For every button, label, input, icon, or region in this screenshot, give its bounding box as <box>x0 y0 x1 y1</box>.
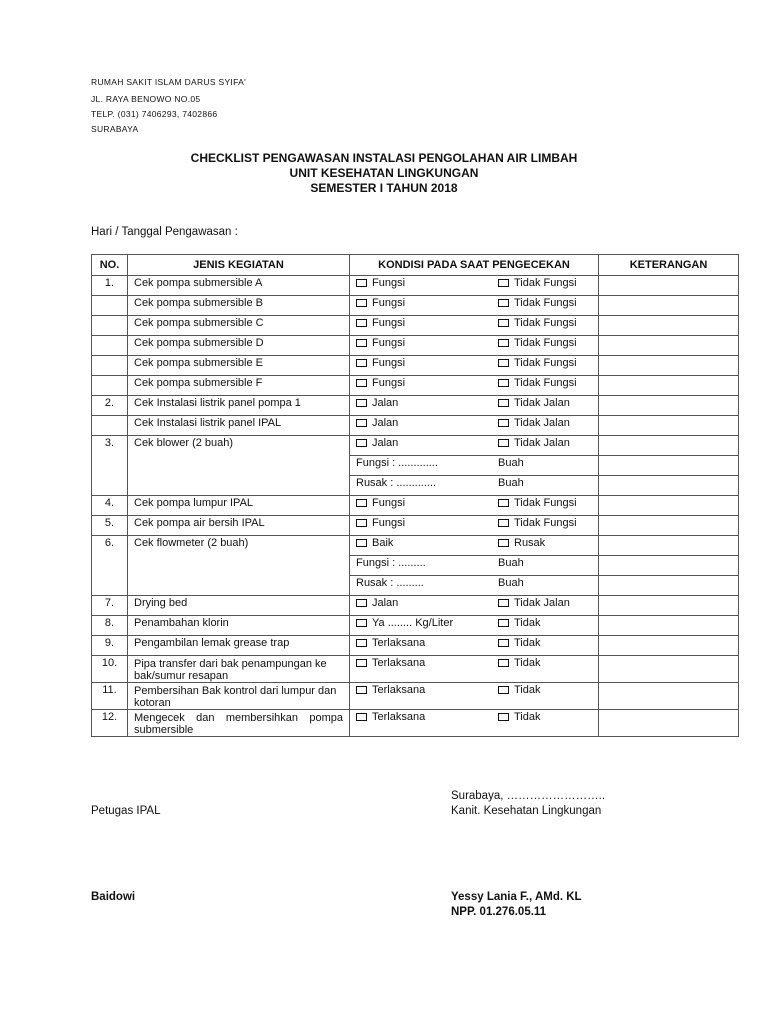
option-label: Tidak Jalan <box>514 397 570 409</box>
checkbox-icon[interactable] <box>356 319 367 327</box>
option-label: Baik <box>372 537 394 549</box>
row-no: 10. <box>92 656 128 683</box>
document-semester: SEMESTER I TAHUN 2018 <box>310 181 458 195</box>
checkbox-icon[interactable] <box>356 279 367 287</box>
checkbox-icon[interactable] <box>356 659 367 667</box>
table-row <box>92 356 739 376</box>
table-row <box>92 596 739 616</box>
row-note[interactable] <box>599 436 739 456</box>
checklist-table <box>91 254 739 737</box>
option-label: Jalan <box>372 437 399 449</box>
hospital-phone: TELP. (031) 7406293, 7402866 <box>91 109 218 119</box>
table-row <box>92 683 739 710</box>
checkbox-icon[interactable] <box>498 319 509 327</box>
row-activity: Pembersihan Bak kontrol dari lumpur dan kotoran <box>128 683 350 710</box>
option-label: Tidak Jalan <box>514 597 570 609</box>
row-no: 7. <box>92 596 128 616</box>
date-label: Hari / Tanggal Pengawasan : <box>91 226 238 238</box>
sub-count-label: Rusak : ............. <box>356 477 437 489</box>
option-label: Tidak Fungsi <box>514 357 577 369</box>
row-no <box>92 296 128 316</box>
sub-unit: Buah <box>498 457 524 469</box>
option-label: Tidak <box>514 684 541 696</box>
row-note[interactable] <box>599 416 739 436</box>
checkbox-icon[interactable] <box>498 713 509 721</box>
option-label: Tidak Fungsi <box>514 317 577 329</box>
row-activity: Mengecek dan membersihkan pompa submersible <box>128 710 350 737</box>
row-no <box>92 376 128 396</box>
table-row <box>92 336 739 356</box>
document-unit: UNIT KESEHATAN LINGKUNGAN <box>289 166 479 180</box>
row-activity: Cek pompa submersible B <box>128 296 350 316</box>
row-note[interactable] <box>599 516 739 536</box>
checkbox-icon[interactable] <box>498 339 509 347</box>
row-no <box>92 316 128 336</box>
row-no: 3. <box>92 436 128 496</box>
row-activity: Cek blower (2 buah) <box>128 436 350 496</box>
sub-unit: Buah <box>498 557 524 569</box>
option-label: Ya ........ Kg/Liter <box>372 617 454 629</box>
row-activity: Cek pompa submersible E <box>128 356 350 376</box>
row-note[interactable] <box>599 496 739 516</box>
checkbox-icon[interactable] <box>356 299 367 307</box>
row-note[interactable] <box>599 683 739 710</box>
row-no: 6. <box>92 536 128 596</box>
checkbox-icon[interactable] <box>498 599 509 607</box>
row-note[interactable] <box>599 316 739 336</box>
table-row <box>92 636 739 656</box>
document-title: CHECKLIST PENGAWASAN INSTALASI PENGOLAHAN AIR LIMBAH <box>190 151 578 165</box>
row-no <box>92 356 128 376</box>
option-label: Rusak <box>514 537 546 549</box>
header-no: NO. <box>92 255 128 276</box>
row-activity: Cek pompa submersible A <box>128 276 350 296</box>
row-note[interactable] <box>599 596 739 616</box>
option-label: Fungsi <box>372 517 406 529</box>
option-label: Jalan <box>372 397 399 409</box>
row-activity: Cek pompa submersible D <box>128 336 350 356</box>
option-label: Terlaksana <box>372 684 426 696</box>
option-label: Fungsi <box>372 277 406 289</box>
checkbox-icon[interactable] <box>498 299 509 307</box>
checkbox-icon[interactable] <box>498 686 509 694</box>
sub-unit: Buah <box>498 577 524 589</box>
checkbox-icon[interactable] <box>498 379 509 387</box>
row-note[interactable] <box>599 336 739 356</box>
sub-count-label: Fungsi : ......... <box>356 557 426 569</box>
row-note[interactable] <box>599 536 739 556</box>
option-label: Tidak <box>514 617 541 629</box>
header-kondisi: KONDISI PADA SAAT PENGECEKAN <box>350 255 599 276</box>
option-label: Tidak <box>514 657 541 669</box>
row-no: 12. <box>92 710 128 737</box>
row-note[interactable] <box>599 356 739 376</box>
table-row <box>92 710 739 737</box>
row-no: 11. <box>92 683 128 710</box>
row-activity: Drying bed <box>128 596 350 616</box>
checkbox-icon[interactable] <box>356 619 367 627</box>
checkbox-icon[interactable] <box>356 339 367 347</box>
option-label: Fungsi <box>372 377 406 389</box>
row-no: 2. <box>92 396 128 416</box>
checkbox-icon[interactable] <box>356 399 367 407</box>
row-activity: Cek pompa submersible C <box>128 316 350 336</box>
option-label: Tidak <box>514 637 541 649</box>
left-signer-role: Petugas IPAL <box>91 805 161 817</box>
row-note[interactable] <box>599 376 739 396</box>
right-signer-name: Yessy Lania F., AMd. KL <box>451 891 582 903</box>
table-row <box>92 396 739 416</box>
left-signer-name: Baidowi <box>91 891 136 903</box>
row-activity: Cek pompa air bersih IPAL <box>128 516 350 536</box>
row-note[interactable] <box>599 710 739 737</box>
option-label: Tidak Jalan <box>514 437 570 449</box>
row-no: 4. <box>92 496 128 516</box>
row-note[interactable] <box>599 476 739 496</box>
row-no: 9. <box>92 636 128 656</box>
checkbox-icon[interactable] <box>356 639 367 647</box>
hospital-city: SURABAYA <box>91 124 139 134</box>
row-activity: Pipa transfer dari bak penampungan ke bak/sumur resapan <box>128 656 350 683</box>
table-row <box>92 436 739 456</box>
checkbox-icon[interactable] <box>498 519 509 527</box>
sub-count-label: Fungsi : ............. <box>356 457 438 469</box>
option-label: Tidak Jalan <box>514 417 570 429</box>
right-signer-role: Kanit. Kesehatan Lingkungan <box>451 805 602 817</box>
row-no: 1. <box>92 276 128 296</box>
option-label: Terlaksana <box>372 657 426 669</box>
table-row <box>92 276 739 296</box>
row-activity: Cek Instalasi listrik panel pompa 1 <box>128 396 350 416</box>
checkbox-icon[interactable] <box>498 659 509 667</box>
checkbox-icon[interactable] <box>356 686 367 694</box>
checkbox-icon[interactable] <box>356 539 367 547</box>
sub-unit: Buah <box>498 477 524 489</box>
option-label: Tidak <box>514 711 541 723</box>
option-label: Fungsi <box>372 317 406 329</box>
checkbox-icon[interactable] <box>498 439 509 447</box>
row-note[interactable] <box>599 636 739 656</box>
row-no: 5. <box>92 516 128 536</box>
option-label: Terlaksana <box>372 711 426 723</box>
row-note[interactable] <box>599 656 739 683</box>
right-signer-id: NPP. 01.276.05.11 <box>451 906 547 918</box>
checkbox-icon[interactable] <box>498 499 509 507</box>
row-activity: Cek Instalasi listrik panel IPAL <box>128 416 350 436</box>
row-activity: Penambahan klorin <box>128 616 350 636</box>
row-activity: Cek flowmeter (2 buah) <box>128 536 350 596</box>
header-jenis: JENIS KEGIATAN <box>128 255 350 276</box>
checkbox-icon[interactable] <box>498 419 509 427</box>
checkbox-icon[interactable] <box>356 713 367 721</box>
checkbox-icon[interactable] <box>498 359 509 367</box>
option-label: Terlaksana <box>372 637 426 649</box>
checkbox-icon[interactable] <box>356 519 367 527</box>
option-label: Fungsi <box>372 337 406 349</box>
row-activity: Pengambilan lemak grease trap <box>128 636 350 656</box>
option-label: Tidak Fungsi <box>514 517 577 529</box>
row-activity: Cek pompa submersible F <box>128 376 350 396</box>
checkbox-icon[interactable] <box>356 599 367 607</box>
option-label: Jalan <box>372 417 399 429</box>
option-label: Tidak Fungsi <box>514 277 577 289</box>
row-note[interactable] <box>599 456 739 476</box>
row-note[interactable] <box>599 576 739 596</box>
checkbox-icon[interactable] <box>356 359 367 367</box>
hospital-address: JL. RAYA BENOWO NO.05 <box>91 94 201 104</box>
row-note[interactable] <box>599 396 739 416</box>
table-row <box>92 376 739 396</box>
table-row <box>92 656 739 683</box>
checkbox-icon[interactable] <box>498 619 509 627</box>
row-no: 8. <box>92 616 128 636</box>
row-no <box>92 336 128 356</box>
table-row <box>92 416 739 436</box>
table-row <box>92 496 739 516</box>
checkbox-icon[interactable] <box>498 539 509 547</box>
option-label: Tidak Fungsi <box>514 297 577 309</box>
checkbox-icon[interactable] <box>356 419 367 427</box>
place-date: Surabaya, …………………….. <box>451 790 606 802</box>
option-label: Tidak Fungsi <box>514 497 577 509</box>
header-keterangan: KETERANGAN <box>599 255 739 276</box>
option-label: Fungsi <box>372 357 406 369</box>
row-no <box>92 416 128 436</box>
table-row <box>92 536 739 556</box>
row-note[interactable] <box>599 616 739 636</box>
checkbox-icon[interactable] <box>498 399 509 407</box>
row-activity: Cek pompa lumpur IPAL <box>128 496 350 516</box>
option-label: Jalan <box>372 597 399 609</box>
checkbox-icon[interactable] <box>356 379 367 387</box>
table-row <box>92 616 739 636</box>
option-label: Fungsi <box>372 497 406 509</box>
row-note[interactable] <box>599 556 739 576</box>
checkbox-icon[interactable] <box>356 439 367 447</box>
row-note[interactable] <box>599 276 739 296</box>
option-label: Tidak Fungsi <box>514 337 577 349</box>
checkbox-icon[interactable] <box>498 279 509 287</box>
sub-count-label: Rusak : ......... <box>356 577 424 589</box>
table-row <box>92 316 739 336</box>
row-note[interactable] <box>599 296 739 316</box>
hospital-name: RUMAH SAKIT ISLAM DARUS SYIFA' <box>91 77 246 87</box>
option-label: Tidak Fungsi <box>514 377 577 389</box>
checkbox-icon[interactable] <box>498 639 509 647</box>
checkbox-icon[interactable] <box>356 499 367 507</box>
option-label: Fungsi <box>372 297 406 309</box>
table-row <box>92 296 739 316</box>
table-row <box>92 516 739 536</box>
